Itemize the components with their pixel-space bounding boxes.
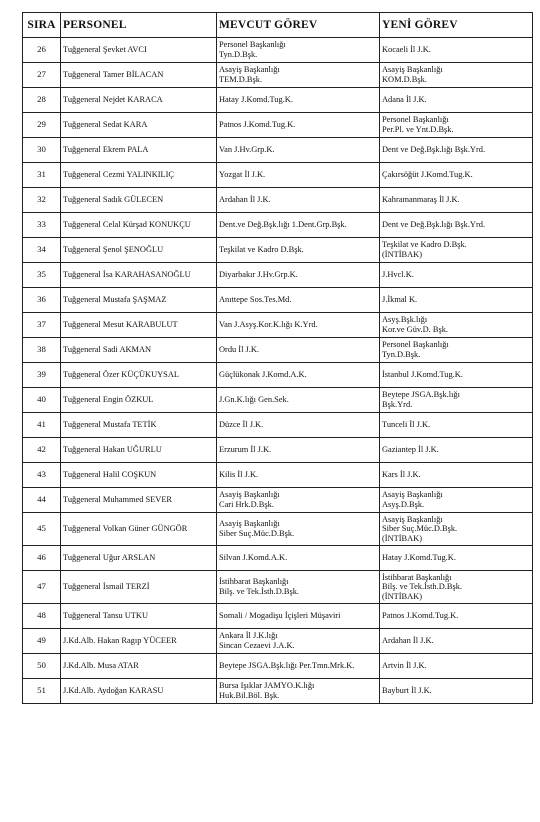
table-row (23, 571, 533, 604)
table-row (23, 679, 533, 704)
row-number: 43 (23, 463, 61, 488)
new-duty-line: Asayiş Başkanlığı (382, 65, 443, 75)
new-duty-line: Asyş.Bşk.lığı (382, 315, 428, 325)
current-duty (217, 163, 380, 188)
personnel-name: Tuğgeneral Mustafa TETİK (61, 413, 217, 438)
new-duty-line: Kor.ve Güv.D. Bşk. (382, 325, 448, 334)
new-duty-line: Bilş. ve Tek.İsth.D.Bşk. (382, 582, 462, 592)
table-row (23, 438, 533, 463)
personnel-name: J.Kd.Alb. Aydoğan KARASU (61, 679, 217, 704)
current-duty (217, 413, 380, 438)
row-number: 37 (23, 313, 61, 338)
new-duty (380, 263, 533, 288)
table-row (23, 629, 533, 654)
new-duty (380, 88, 533, 113)
personnel-name: Tuğgeneral Muhammed SEVER (61, 488, 217, 513)
personnel-name: Tuğgeneral Hakan UĞURLU (61, 438, 217, 463)
current-duty (217, 438, 380, 463)
personnel-name: Tuğgeneral İsa KARAHASANOĞLU (61, 263, 217, 288)
new-duty (380, 288, 533, 313)
current-duty (217, 213, 380, 238)
current-duty (217, 113, 380, 138)
new-duty (380, 388, 533, 413)
personnel-name: Tuğgeneral Şenol ŞENOĞLU (61, 238, 217, 263)
new-duty (380, 654, 533, 679)
current-duty-line: Erzurum İl J.K. (219, 445, 272, 455)
row-number: 40 (23, 388, 61, 413)
new-duty-line: Asayiş Başkanlığı (382, 514, 443, 524)
new-duty (380, 438, 533, 463)
table-row (23, 213, 533, 238)
current-duty (217, 629, 380, 654)
header-sira: SIRA (23, 13, 61, 38)
current-duty-line: Asayiş Başkanlığı (219, 490, 280, 500)
row-number: 49 (23, 629, 61, 654)
row-number: 39 (23, 363, 61, 388)
personnel-name: Tuğgeneral Halil COŞKUN (61, 463, 217, 488)
table-row (23, 238, 533, 263)
table-header-row (23, 13, 533, 38)
new-duty-line: Artvin İl J.K. (382, 661, 427, 671)
current-duty-line: İstihbarat Başkanlığı (219, 577, 289, 587)
current-duty-line: Patnos J.Komd.Tug.K. (219, 120, 296, 130)
personnel-name: Tuğgeneral Sadi AKMAN (61, 338, 217, 363)
table-row (23, 313, 533, 338)
new-duty (380, 313, 533, 338)
new-duty (380, 363, 533, 388)
personnel-name: Tuğgeneral Mustafa ŞAŞMAZ (61, 288, 217, 313)
table-row (23, 113, 533, 138)
new-duty-line: Kahramanmaraş İl J.K. (382, 195, 460, 205)
new-duty-line: Per.Pl. ve Ynt.D.Bşk. (382, 125, 454, 134)
personnel-name: J.Kd.Alb. Musa ATAR (61, 654, 217, 679)
document-page (22, 12, 532, 704)
new-duty-line: (İNTİBAK) (382, 533, 423, 543)
personnel-name: Tuğgeneral Sedat KARA (61, 113, 217, 138)
row-number: 36 (23, 288, 61, 313)
new-duty-line: Asayiş Başkanlığı (382, 490, 443, 500)
current-duty-line: Teşkilat ve Kadro D.Bşk. (219, 245, 304, 255)
current-duty-line: Huk.Bil.Böl. Bşk. (219, 691, 280, 700)
personnel-name: Tuğgeneral Volkan Güner GÜNGÖR (61, 513, 217, 546)
new-duty-line: Teşkilat ve Kadro D.Bşk. (382, 240, 467, 250)
table-row (23, 546, 533, 571)
new-duty (380, 163, 533, 188)
current-duty (217, 313, 380, 338)
new-duty-line: KOM.D.Bşk. (382, 75, 427, 84)
row-number: 41 (23, 413, 61, 438)
current-duty-line: Bilş. ve Tek.İsth.D.Bşk. (219, 587, 299, 596)
current-duty (217, 388, 380, 413)
current-duty (217, 571, 380, 604)
new-duty-line: Adana İl J.K. (382, 95, 427, 105)
new-duty-line: J.Hvcl.K. (382, 270, 414, 280)
current-duty (217, 513, 380, 546)
current-duty (217, 38, 380, 63)
table-row (23, 513, 533, 546)
current-duty (217, 363, 380, 388)
personnel-name: Tuğgeneral Ekrem PALA (61, 138, 217, 163)
new-duty-line: Personel Başkanlığı (382, 115, 449, 125)
header-personel: PERSONEL (61, 13, 217, 38)
new-duty (380, 629, 533, 654)
table-row (23, 604, 533, 629)
new-duty (380, 413, 533, 438)
new-duty (380, 113, 533, 138)
new-duty-line: Kars İl J.K. (382, 470, 421, 480)
current-duty-line: Van J.Asyş.Kor.K.lığı K.Yrd. (219, 320, 318, 330)
new-duty-line: Bayburt İl J.K. (382, 686, 432, 696)
new-duty-line: Çakırsöğüt J.Komd.Tug.K. (382, 170, 473, 180)
table-row (23, 338, 533, 363)
current-duty-line: Düzce İl J.K. (219, 420, 264, 430)
new-duty-line: (İNTİBAK) (382, 591, 423, 601)
current-duty (217, 546, 380, 571)
personnel-assignment-table (22, 12, 533, 704)
new-duty (380, 488, 533, 513)
personnel-name: Tuğgeneral Mesut KARABULUT (61, 313, 217, 338)
row-number: 38 (23, 338, 61, 363)
current-duty (217, 338, 380, 363)
row-number: 51 (23, 679, 61, 704)
new-duty-line: Tunceli İl J.K. (382, 420, 431, 430)
personnel-name: Tuğgeneral Şevket AVCI (61, 38, 217, 63)
row-number: 31 (23, 163, 61, 188)
current-duty-line: Ankara İl J.K.lığı (219, 631, 278, 641)
personnel-name: Tuğgeneral Tansu UTKU (61, 604, 217, 629)
current-duty (217, 463, 380, 488)
header-mevcut-gorev: MEVCUT GÖREV (217, 13, 380, 38)
row-number: 33 (23, 213, 61, 238)
table-row (23, 363, 533, 388)
new-duty-line: Kocaeli İl J.K. (382, 45, 431, 55)
row-number: 35 (23, 263, 61, 288)
new-duty-line: J.İkmal K. (382, 295, 418, 305)
row-number: 34 (23, 238, 61, 263)
personnel-name: Tuğgeneral Cezmi YALINKILIÇ (61, 163, 217, 188)
header-yeni-gorev: YENİ GÖREV (380, 13, 533, 38)
current-duty-line: Somali / Mogadişu İçişleri Müşaviri (219, 611, 341, 621)
current-duty-line: Güçlükonak J.Komd.A.K. (219, 370, 307, 380)
row-number: 42 (23, 438, 61, 463)
current-duty-line: Cari Hrk.D.Bşk. (219, 500, 274, 509)
row-number: 44 (23, 488, 61, 513)
current-duty (217, 188, 380, 213)
table-row (23, 263, 533, 288)
new-duty-line: İstihbarat Başkanlığı (382, 572, 452, 582)
new-duty (380, 213, 533, 238)
new-duty-line: Patnos J.Komd.Tug.K. (382, 611, 459, 621)
new-duty (380, 338, 533, 363)
new-duty-line: Ardahan İl J.K. (382, 636, 434, 646)
new-duty (380, 546, 533, 571)
current-duty (217, 488, 380, 513)
current-duty-line: Beytepe JSGA.Bşk.lığı Per.Tmn.Mrk.K. (219, 661, 355, 671)
new-duty-line: Beytepe JSGA.Bşk.lığı (382, 390, 460, 400)
current-duty-line: Anıttepe Sos.Tes.Md. (219, 295, 292, 305)
current-duty-line: Yozgat İl J.K. (219, 170, 266, 180)
new-duty (380, 63, 533, 88)
table-row (23, 654, 533, 679)
row-number: 45 (23, 513, 61, 546)
table-row (23, 138, 533, 163)
current-duty (217, 654, 380, 679)
new-duty (380, 513, 533, 546)
row-number: 29 (23, 113, 61, 138)
new-duty-line: Hatay J.Komd.Tug.K. (382, 553, 456, 563)
row-number: 32 (23, 188, 61, 213)
current-duty-line: Asayiş Başkanlığı (219, 519, 280, 529)
table-row (23, 38, 533, 63)
current-duty (217, 238, 380, 263)
personnel-name: Tuğgeneral İsmail TERZİ (61, 571, 217, 604)
row-number: 28 (23, 88, 61, 113)
new-duty-line: Tyn.D.Bşk. (382, 350, 421, 359)
current-duty (217, 263, 380, 288)
current-duty-line: Dent.ve Değ.Bşk.lığı 1.Dent.Grp.Bşk. (219, 220, 347, 230)
new-duty (380, 238, 533, 263)
table-row (23, 88, 533, 113)
row-number: 50 (23, 654, 61, 679)
current-duty-line: Sincan Cezaevi J.A.K. (219, 641, 295, 650)
current-duty (217, 138, 380, 163)
current-duty-line: J.Gn.K.lığı Gen.Sek. (219, 395, 289, 405)
table-row (23, 388, 533, 413)
new-duty-line: Gaziantep İl J.K. (382, 445, 439, 455)
row-number: 30 (23, 138, 61, 163)
current-duty-line: Personel Başkanlığı (219, 40, 286, 50)
table-body (23, 38, 533, 704)
new-duty (380, 679, 533, 704)
current-duty-line: Ordu İl J.K. (219, 345, 260, 355)
new-duty (380, 38, 533, 63)
personnel-name: Tuğgeneral Celal Kürşad KONUKÇU (61, 213, 217, 238)
current-duty-line: TEM.D.Bşk. (219, 75, 263, 84)
new-duty (380, 571, 533, 604)
personnel-name: J.Kd.Alb. Hakan Ragıp YÜCEER (61, 629, 217, 654)
new-duty-line: Dent ve Değ.Bşk.lığı Bşk.Yrd. (382, 145, 486, 155)
new-duty (380, 188, 533, 213)
current-duty-line: Van J.Hv.Grp.K. (219, 145, 275, 155)
current-duty-line: Hatay J.Komd.Tug.K. (219, 95, 293, 105)
table-row (23, 463, 533, 488)
personnel-name: Tuğgeneral Tamer BİLACAN (61, 63, 217, 88)
current-duty-line: Kilis İl J.K. (219, 470, 259, 480)
new-duty-line: İstanbul J.Komd.Tug.K. (382, 370, 463, 380)
current-duty-line: Asayiş Başkanlığı (219, 65, 280, 75)
personnel-name: Tuğgeneral Nejdet KARACA (61, 88, 217, 113)
personnel-name: Tuğgeneral Engin ÖZKUL (61, 388, 217, 413)
current-duty-line: Bursa Işıklar JAMYO.K.lığı (219, 681, 315, 691)
new-duty-line: Asyş.D.Bşk. (382, 500, 425, 509)
current-duty-line: Silvan J.Komd.A.K. (219, 553, 288, 563)
table-row (23, 413, 533, 438)
table-row (23, 288, 533, 313)
row-number: 26 (23, 38, 61, 63)
new-duty-line: Dent ve Değ.Bşk.lığı Bşk.Yrd. (382, 220, 486, 230)
row-number: 27 (23, 63, 61, 88)
new-duty (380, 138, 533, 163)
row-number: 48 (23, 604, 61, 629)
current-duty (217, 88, 380, 113)
current-duty (217, 288, 380, 313)
current-duty-line: Ardahan İl J.K. (219, 195, 271, 205)
new-duty-line: Personel Başkanlığı (382, 340, 449, 350)
new-duty (380, 463, 533, 488)
row-number: 46 (23, 546, 61, 571)
current-duty (217, 679, 380, 704)
personnel-name: Tuğgeneral Özer KÜÇÜKUYSAL (61, 363, 217, 388)
new-duty (380, 604, 533, 629)
table-row (23, 188, 533, 213)
current-duty-line: Diyarbakır J.Hv.Grp.K. (219, 270, 298, 280)
current-duty-line: Siber Suç.Müc.D.Bşk. (219, 529, 295, 538)
personnel-name: Tuğgeneral Sadık GÜLECEN (61, 188, 217, 213)
current-duty (217, 604, 380, 629)
new-duty-line: (İNTİBAK) (382, 250, 423, 259)
new-duty-line: Siber Suç.Müc.D.Bşk. (382, 524, 458, 534)
new-duty-line: Bşk.Yrd. (382, 400, 413, 409)
table-row (23, 63, 533, 88)
current-duty (217, 63, 380, 88)
personnel-name: Tuğgeneral Uğur ARSLAN (61, 546, 217, 571)
row-number: 47 (23, 571, 61, 604)
table-row (23, 488, 533, 513)
table-row (23, 163, 533, 188)
current-duty-line: Tyn.D.Bşk. (219, 50, 258, 59)
